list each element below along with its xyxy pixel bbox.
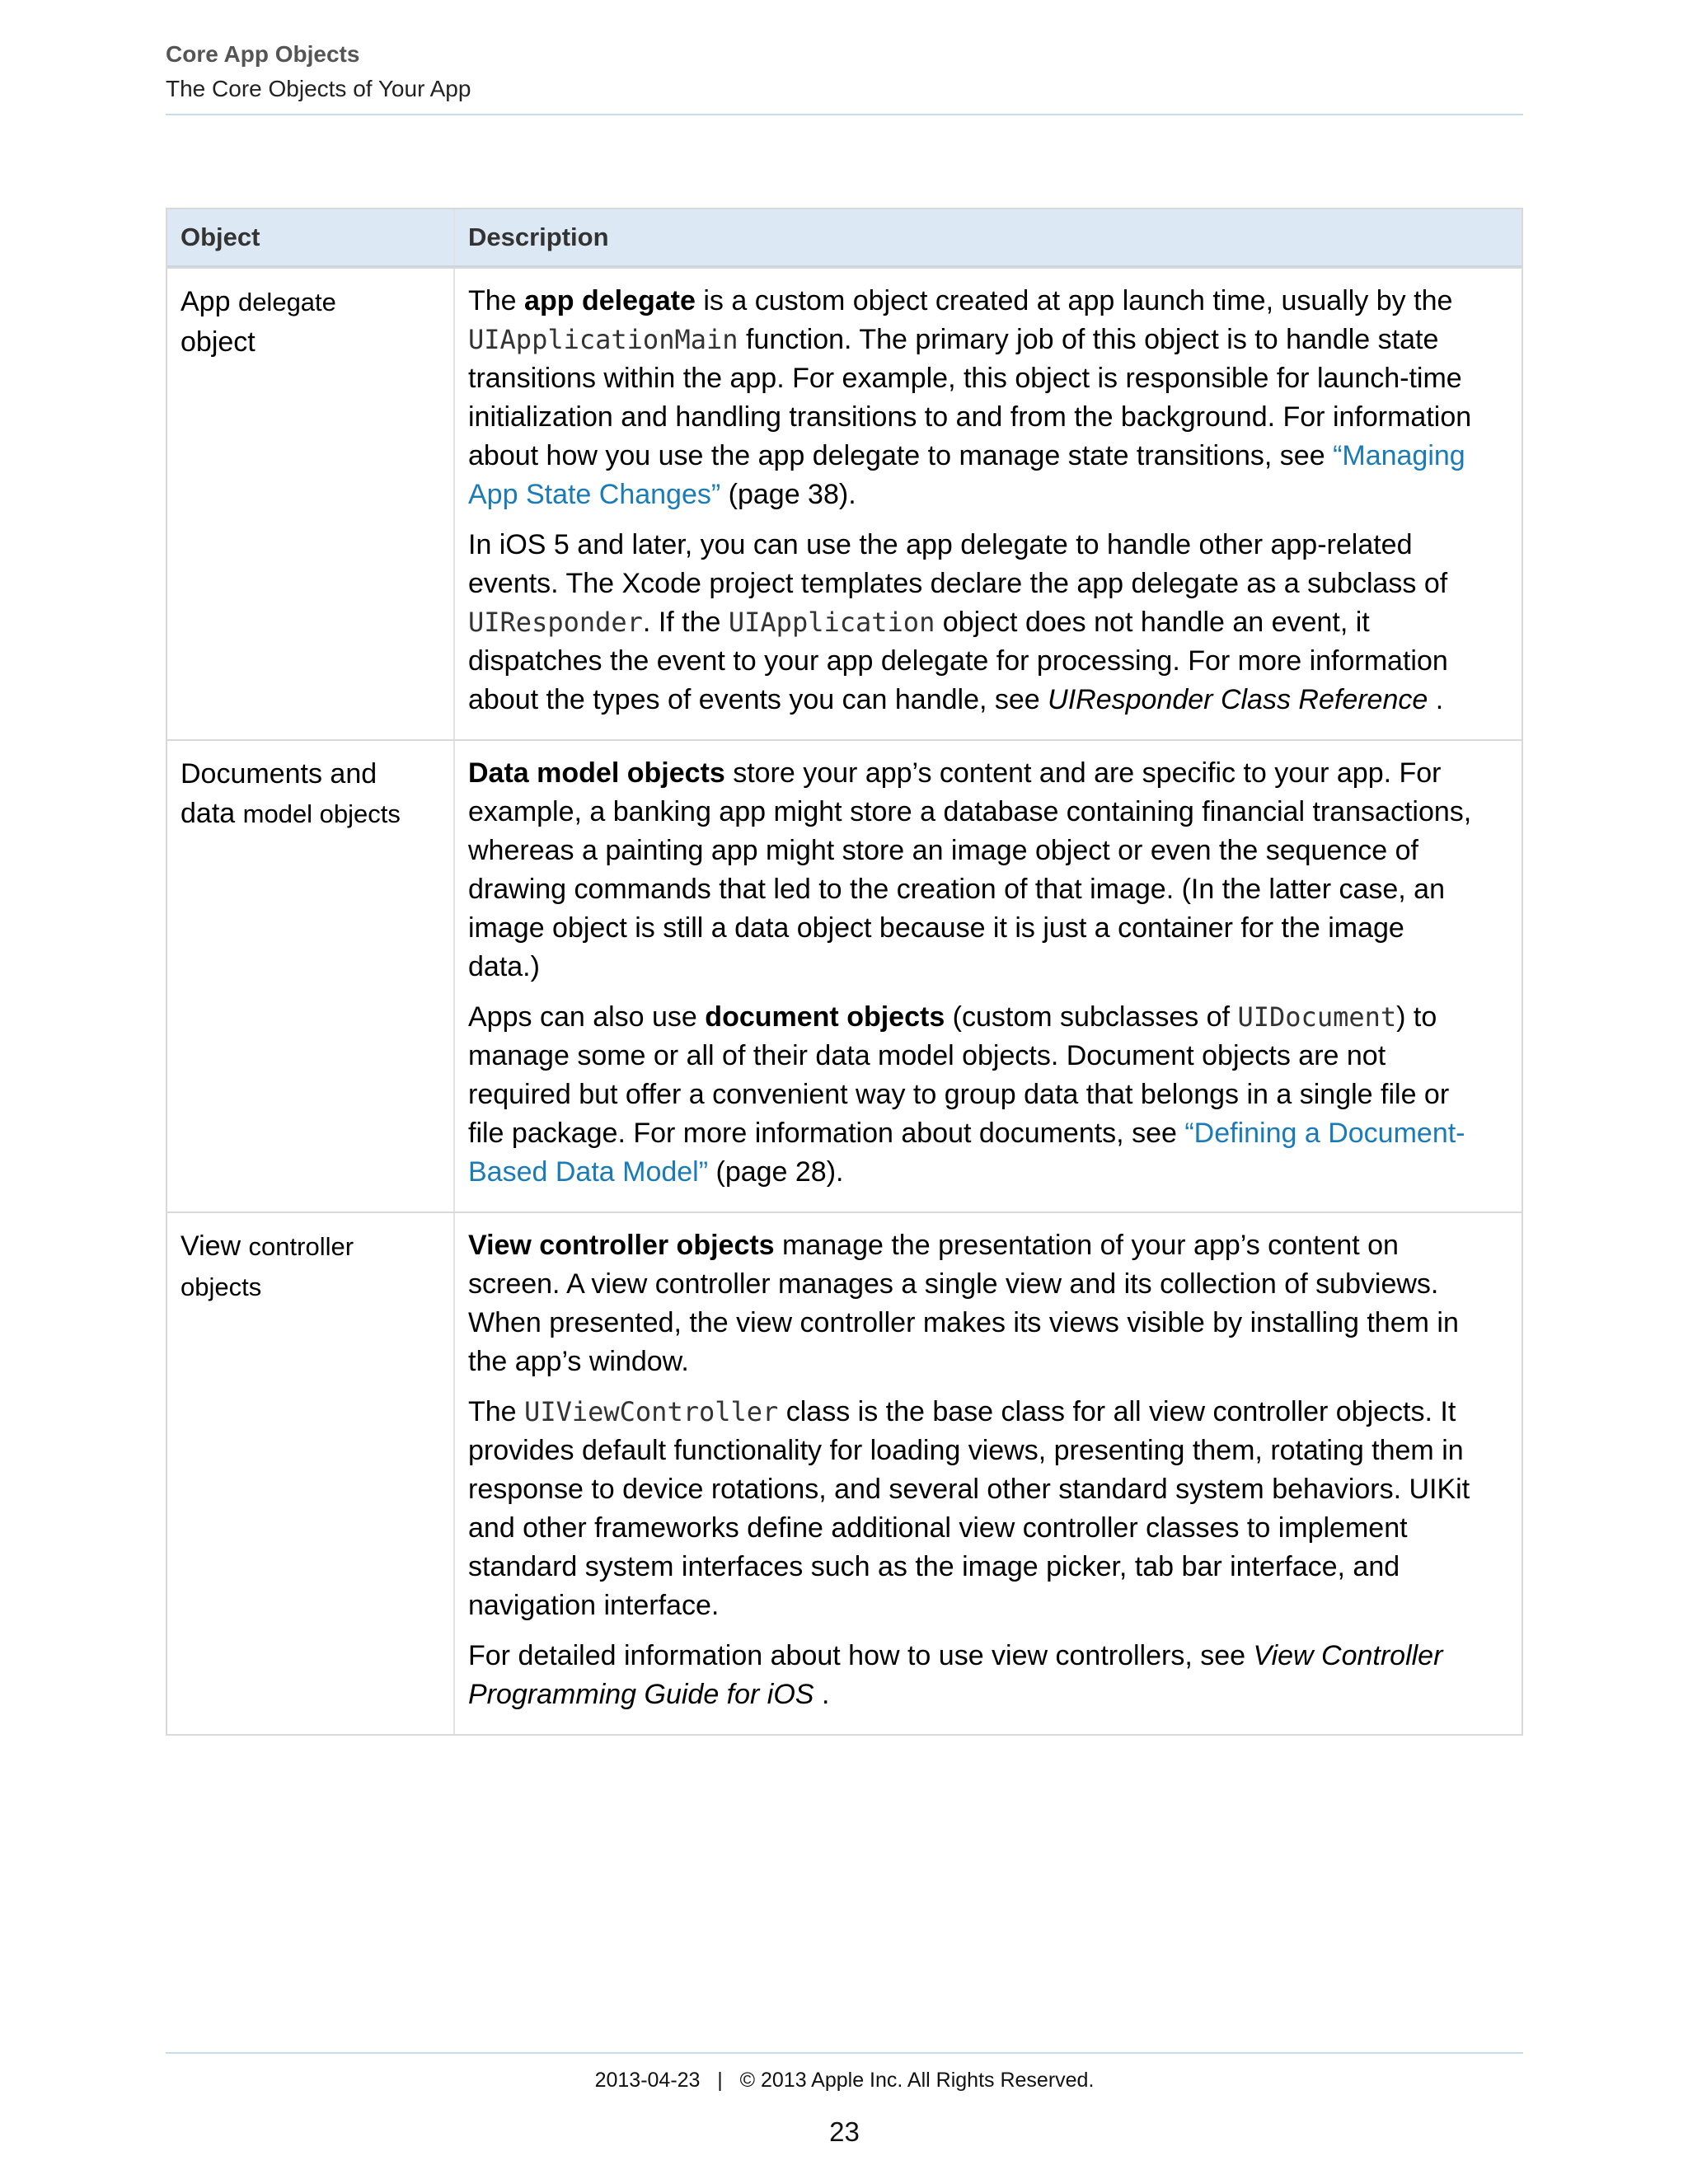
- description-cell: [453, 741, 1522, 1212]
- chapter-title: Core App Objects: [166, 41, 360, 67]
- core-objects-table: [166, 208, 1523, 1736]
- table-header: [167, 209, 1522, 267]
- table-row: [167, 267, 1522, 739]
- code-term: UIApplicationMain: [468, 324, 738, 355]
- description-paragraph: For detailed information about how to use view controllers, see View Controller Programming Guide for iOS .: [468, 1640, 1443, 1710]
- cross-reference-link[interactable]: “Defining a Document-Based Data Model”: [468, 1118, 1465, 1188]
- code-term: UIViewController: [524, 1396, 779, 1427]
- code-term: UIResponder: [468, 607, 643, 638]
- description-cell: [453, 269, 1522, 739]
- code-term: UIApplication: [728, 607, 935, 638]
- description-paragraph: The app delegate is a custom object created at app launch time, usually by the UIApplicationMain function. The primary job of this object is to handle state transitions within the app. For example, this object is responsible for launch-time initialization and handling transitions to and from the background. For information about how you use the app delegate to manage state transitions, see “Managing App State Changes” (page 38).: [468, 285, 1472, 510]
- description-paragraph: Data model objects store your app’s content and are specific to your app. For example, a banking app might store a database containing financial transactions, whereas a painting app might store an image object or even the sequence of drawing commands that led to the creation of that image. (In the latter case, an image object is still a data object because it is just a container for the image data.): [468, 757, 1472, 982]
- table-row: [167, 739, 1522, 1212]
- page-number: 23: [829, 2116, 860, 2147]
- object-cell: Documents and data model objects: [181, 758, 401, 829]
- footer-divider: [166, 2052, 1523, 2054]
- cross-reference-link[interactable]: “Managing App State Changes”: [468, 440, 1465, 510]
- object-cell: App delegate object: [181, 286, 336, 358]
- object-cell: View controller objects: [181, 1230, 354, 1301]
- description-paragraph: The UIViewController class is the base class for all view controller objects. It provides default functionality for loading views, presenting them, rotating them in response to device rotations, and several other standard system behaviors. UIKit and other frameworks define additional view controller classes to implement standard system interfaces such as the image picker, tab bar interface, and navigation interface.: [468, 1396, 1470, 1621]
- column-header-object: Object: [181, 223, 260, 251]
- page-header: [166, 40, 1523, 105]
- header-divider: [166, 114, 1523, 115]
- description-paragraph: View controller objects manage the presentation of your app’s content on screen. A view controller manages a single view and its collection of subviews. When presented, the view controller makes its views visible by installing them in the app’s window.: [468, 1230, 1459, 1377]
- footer-copyright: 2013-04-23 | © 2013 Apple Inc. All Rights Reserved.: [594, 2069, 1095, 2092]
- code-term: UIDocument: [1237, 1001, 1397, 1033]
- table-row: [167, 1212, 1522, 1734]
- doc-title: View Controller Programming Guide for iOS: [468, 1640, 1443, 1710]
- description-cell: [453, 1213, 1522, 1734]
- description-paragraph: Apps can also use document objects (custom subclasses of UIDocument) to manage some or all of their data model objects. Document objects are not required but offer a convenient way to group data that belongs in a single file or file package. For more information about documents, see “Defining a Document-Based Data Model” (page 28).: [468, 1001, 1465, 1188]
- section-title: The Core Objects of Your App: [166, 76, 471, 101]
- column-header-description: Description: [453, 209, 1522, 265]
- doc-title: UIResponder Class Reference: [1048, 684, 1428, 715]
- description-paragraph: In iOS 5 and later, you can use the app delegate to handle other app-related events. The Xcode project templates declare the app delegate as a subclass of UIResponder. If the UIApplication object does not handle an event, it dispatches the event to your app delegate for processing. For more information about the types of events you can handle, see UIResponder Class Reference .: [468, 529, 1448, 715]
